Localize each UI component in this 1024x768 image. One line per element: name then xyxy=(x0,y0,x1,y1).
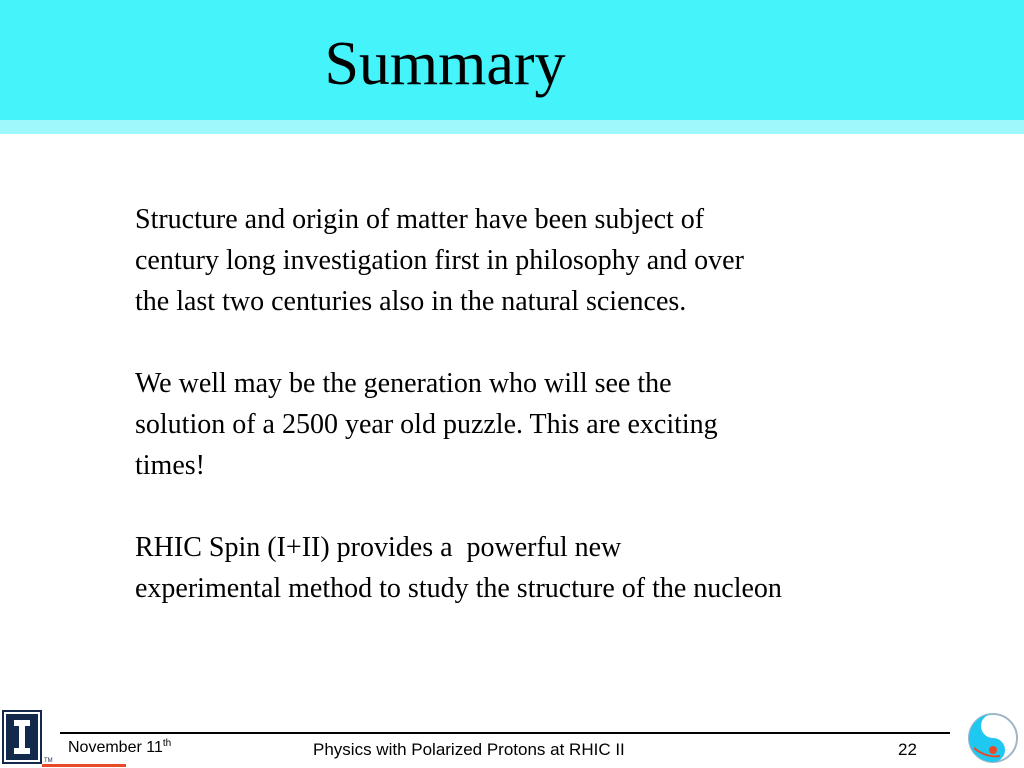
slide-title: Summary xyxy=(324,30,566,98)
footer-date-main: November 11 xyxy=(68,739,163,756)
footer-divider xyxy=(60,732,950,734)
spin-logo-icon xyxy=(966,708,1020,766)
footer-title: Physics with Polarized Protons at RHIC II xyxy=(313,740,625,759)
title-strip xyxy=(0,120,1024,134)
paragraph-2: We well may be the generation who will see the solution of a 2500 year old puzzle. This are exciting times! xyxy=(135,368,718,481)
footer-date-suffix: th xyxy=(162,738,172,749)
paragraph-1: Structure and origin of matter have been subject of century long investigation first in philosophy and over the last two centuries also in the natural sciences. xyxy=(135,204,744,317)
svg-text:TM: TM xyxy=(44,758,53,764)
footer-date xyxy=(68,738,171,758)
slide-body xyxy=(135,199,955,609)
page-number: 22 xyxy=(898,740,917,759)
paragraph-3: RHIC Spin (I+II) provides a powerful new experimental method to study the structure of the nucleon xyxy=(135,532,782,604)
